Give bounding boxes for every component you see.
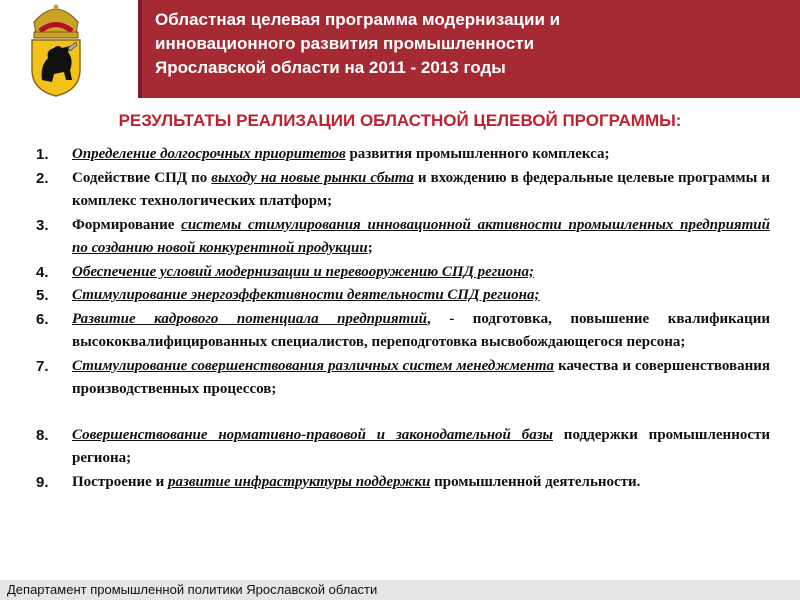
- results-list: [36, 143, 770, 494]
- result-item: [36, 214, 770, 261]
- result-text: и вхождению в федеральные целевые программы и комплекс технологических платформ;: [72, 169, 771, 209]
- result-text: , - подготовка, повышение квалификации высококвалифицированных специалистов, переподготовка высвобождающегося персона;: [72, 310, 770, 350]
- yaroslavl-coat-of-arms-icon: [24, 4, 88, 98]
- result-text: ;: [367, 240, 373, 256]
- result-text: Построение и: [72, 473, 168, 490]
- result-text-emphasis: Определение долгосрочных приоритетов: [72, 146, 346, 162]
- result-text-emphasis: Обеспечение условий модернизации и перевооружению СПД региона;: [72, 263, 534, 280]
- shield-icon: [32, 40, 80, 96]
- result-text-emphasis: Стимулирование энергоэффективности деятельности СПД региона;: [72, 287, 540, 303]
- program-title-line: Областная целевая программа модернизации и: [155, 10, 561, 29]
- result-number: 3.: [36, 216, 49, 234]
- result-number: 5.: [36, 287, 49, 304]
- result-number: 6.: [36, 310, 49, 328]
- footer-department: Департамент промышленной политики Ярославской области: [7, 582, 378, 597]
- result-item: [36, 424, 770, 471]
- result-number: 8.: [36, 426, 49, 444]
- result-text: поддержки промышленности региона;: [72, 426, 771, 466]
- result-text-emphasis: Стимулирование совершенствования различных систем менеджмента: [72, 357, 555, 374]
- result-number: 2.: [36, 169, 49, 187]
- result-text-emphasis: системы стимулирования инновационной активности промышленных предприятий по созданию новой конкурентной продукции: [72, 216, 770, 256]
- result-item: [36, 308, 770, 355]
- crown-icon: [34, 5, 78, 39]
- result-number: 9.: [36, 473, 49, 491]
- result-text: развития промышленного комплекса;: [345, 146, 610, 162]
- section-heading: РЕЗУЛЬТАТЫ РЕАЛИЗАЦИИ ОБЛАСТНОЙ ЦЕЛЕВОЙ ПРОГРАММЫ:: [118, 111, 682, 130]
- result-text: Формирование: [72, 216, 182, 233]
- header-banner: [138, 0, 800, 98]
- result-item: [36, 284, 770, 308]
- result-text-emphasis: Развитие кадрового потенциала предприятий: [72, 310, 427, 327]
- result-text: промышленной деятельности.: [430, 473, 641, 490]
- result-item: [36, 355, 770, 402]
- result-number: 1.: [36, 146, 49, 163]
- footer: [0, 580, 800, 600]
- result-text: качества и совершенствования производственных процессов;: [72, 357, 770, 397]
- program-title-line: Ярославской области на 2011 - 2013 годы: [155, 58, 506, 77]
- result-text-emphasis: развитие инфраструктуры поддержки: [167, 473, 431, 490]
- result-item: [36, 471, 770, 495]
- result-number: 7.: [36, 357, 49, 375]
- result-number: 4.: [36, 263, 49, 281]
- program-title-line: инновационного развития промышленности: [155, 34, 535, 53]
- result-item: [36, 167, 770, 214]
- program-title: [155, 8, 790, 80]
- result-text-emphasis: Совершенствование нормативно-правовой и законодательной базы: [72, 426, 553, 443]
- result-item: [36, 143, 770, 167]
- result-text: Содействие СПД по: [72, 169, 212, 186]
- result-text-emphasis: выходу на новые рынки сбыта: [211, 169, 414, 186]
- result-item: [36, 261, 770, 285]
